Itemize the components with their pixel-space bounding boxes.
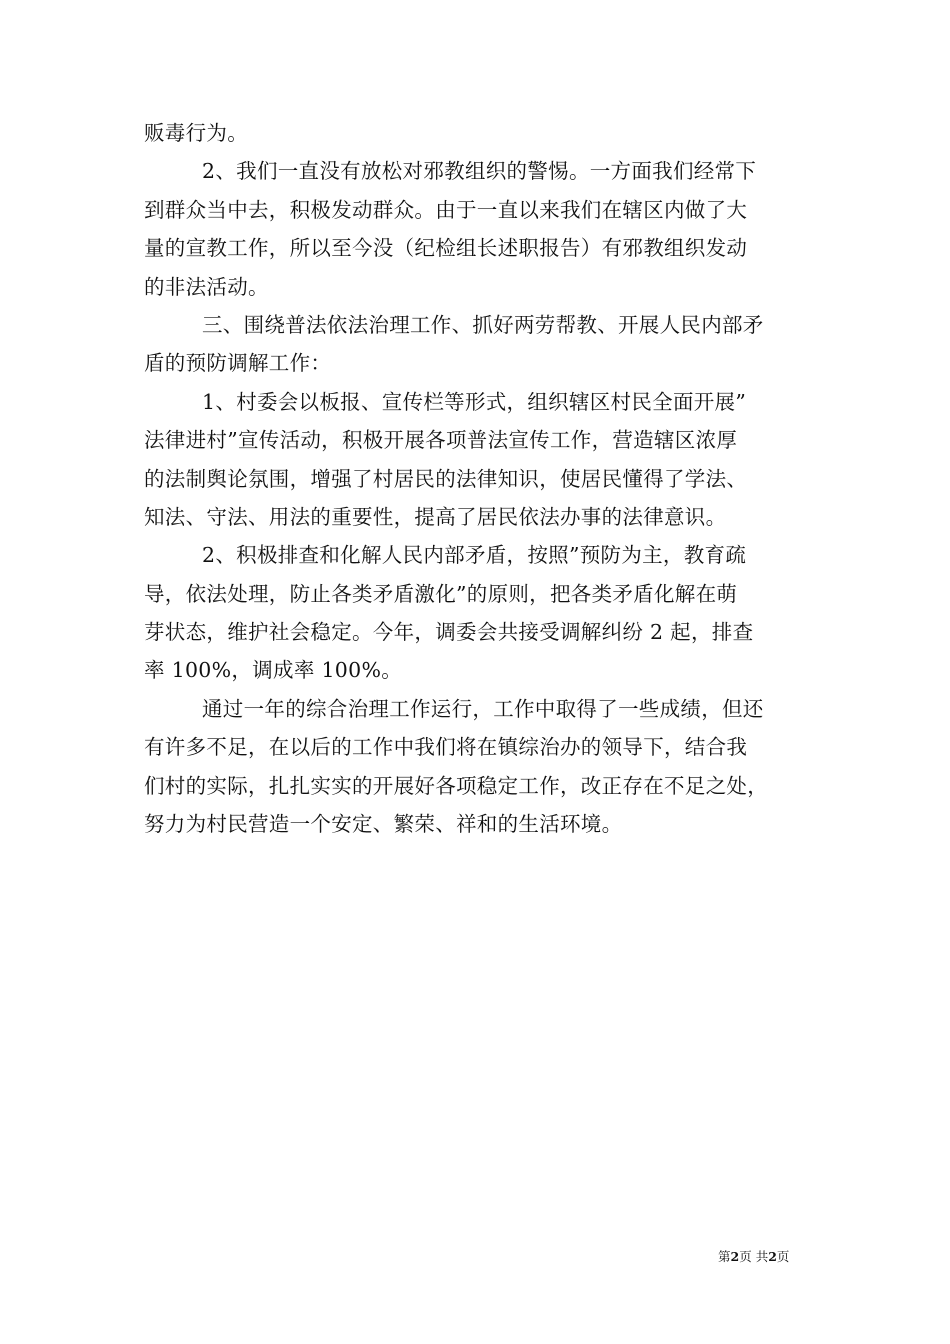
text-line: 2、积极排查和化解人民内部矛盾，按照”预防为主，教育疏 [202,543,747,568]
document-body [144,117,808,846]
text-line: 盾的预防调解工作： [144,351,332,376]
text-line: 知法、守法、用法的重要性，提高了居民依法办事的法律意识。 [144,504,727,529]
text-line: 通过一年的综合治理工作运行，工作中取得了一些成绩，但还 [202,696,764,721]
text-line: 的法制舆论氛围，增强了村居民的法律知识，使居民懂得了学法、 [144,466,748,491]
text-line: 有许多不足，在以后的工作中我们将在镇综治办的领导下，结合我 [144,735,748,760]
text-line: 导，依法处理，防止各类矛盾激化”的原则，把各类矛盾化解在萌 [144,581,738,606]
footer-middle: 页 共 [739,1249,769,1264]
footer-total-pages: 2 [768,1249,777,1264]
text-line: 法律进村”宣传活动，积极开展各项普法宣传工作，营造辖区浓厚 [144,428,738,453]
footer-suffix: 页 [776,1249,790,1264]
text-line: 的非法活动。 [144,274,269,299]
text-line: 率 100%，调成率 100%。 [144,658,403,683]
page-footer [718,1249,789,1265]
footer-current-page: 2 [730,1249,740,1264]
text-line: 芽状态，维护社会稳定。今年，调委会共接受调解纠纷 2 起，排查 [144,620,754,645]
text-line: 三、围绕普法依法治理工作、抓好两劳帮教、开展人民内部矛 [202,312,764,337]
text-line: 2、我们一直没有放松对邪教组织的警惕。一方面我们经常下 [202,159,757,184]
text-line: 到群众当中去，积极发动群众。由于一直以来我们在辖区内做了大 [144,197,748,222]
text-line: 努力为村民营造一个安定、繁荣、祥和的生活环境。 [144,812,623,837]
text-line: 们村的实际，扎扎实实的开展好各项稳定工作，改正存在不足之处， [144,773,768,798]
footer-prefix: 第 [718,1249,731,1264]
text-line: 贩毒行为。 [144,121,248,145]
text-line: 1、村委会以板报、宣传栏等形式，组织辖区村民全面开展” [202,389,747,414]
text-line: 量的宣教工作，所以至今没（纪检组长述职报告）有邪教组织发动 [144,236,748,261]
